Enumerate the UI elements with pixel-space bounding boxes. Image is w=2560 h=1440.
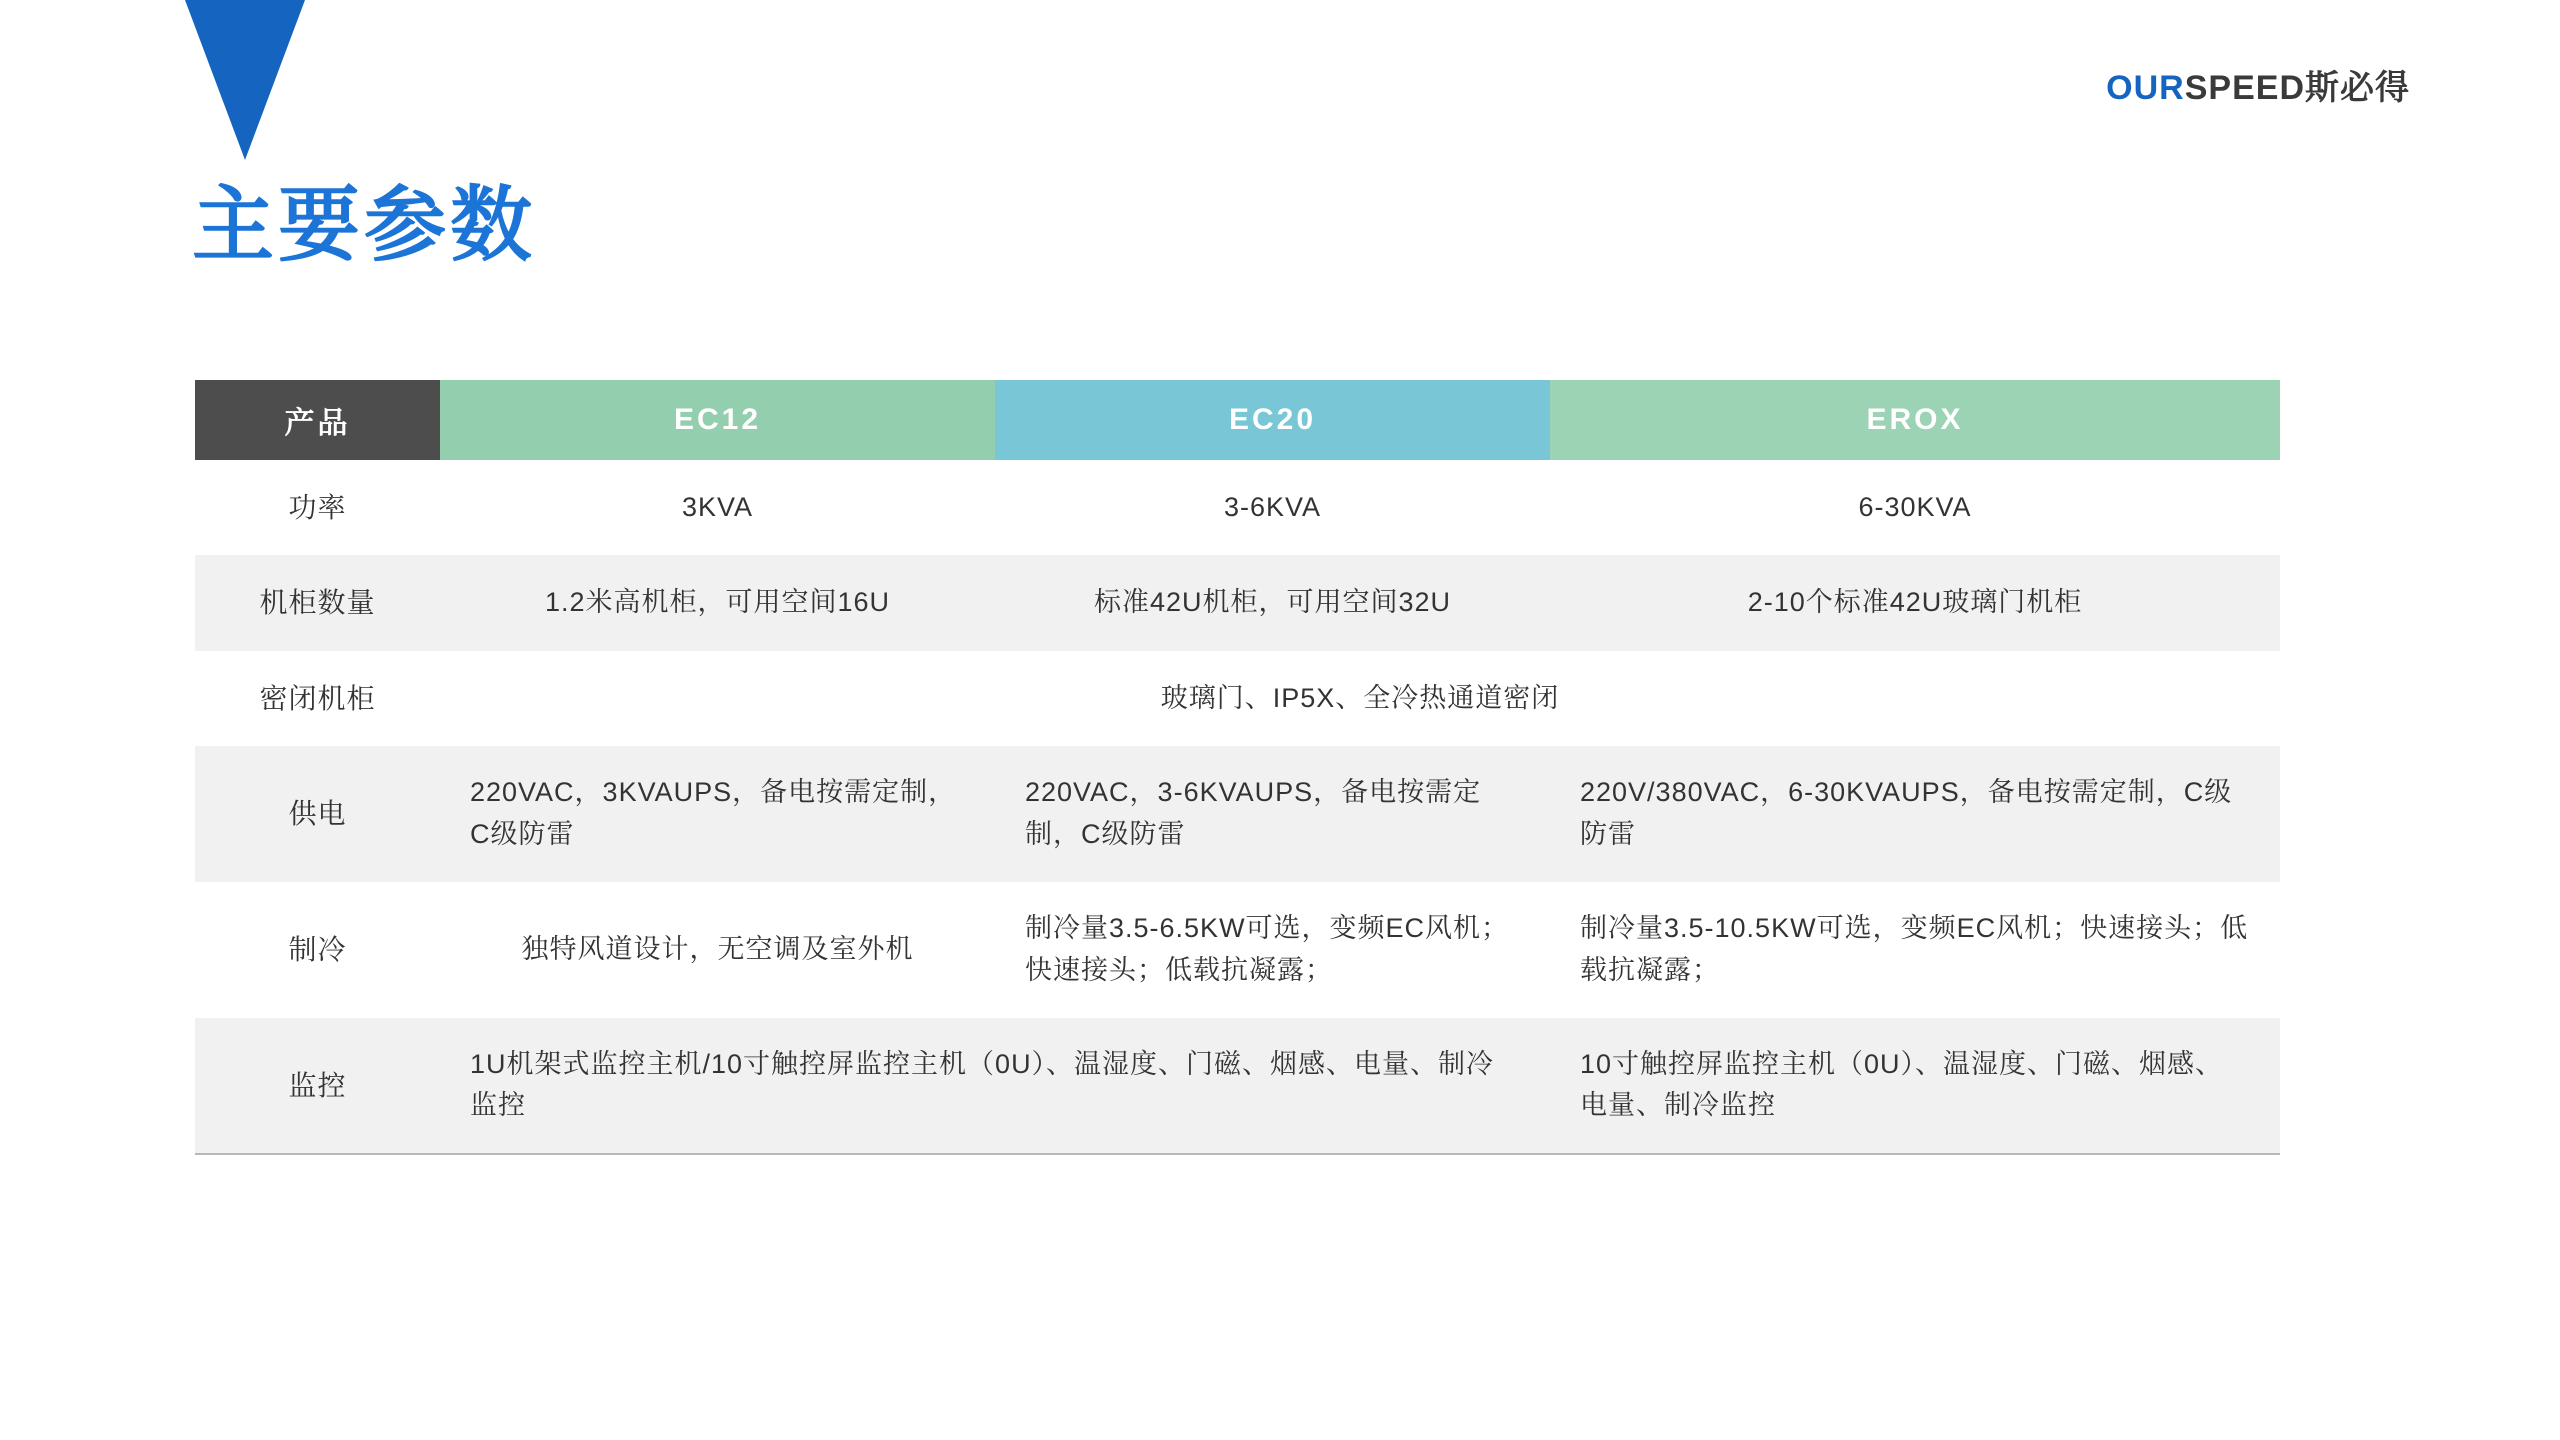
brand-logo <box>2106 60 2410 109</box>
cell-power-ec20: 3-6KVA <box>995 460 1550 555</box>
cell-cabinet-ec20: 标准42U机柜，可用空间32U <box>995 555 1550 650</box>
triangle-decoration <box>185 0 305 160</box>
cell-cooling-ec20: 制冷量3.5-6.5KW可选，变频EC风机；快速接头；低载抗凝露； <box>995 882 1550 1018</box>
cell-cabinet-ec12: 1.2米高机柜，可用空间16U <box>440 555 995 650</box>
row-label-power: 功率 <box>195 460 440 555</box>
row-label-power-supply: 供电 <box>195 746 440 882</box>
cell-cabinet-erox: 2-10个标准42U玻璃门机柜 <box>1550 555 2280 650</box>
row-label-cabinet-count: 机柜数量 <box>195 555 440 650</box>
cell-power-ec12: 3KVA <box>440 460 995 555</box>
table-row <box>195 882 2280 1018</box>
table-row <box>195 460 2280 555</box>
cell-supply-erox: 220V/380VAC，6-30KVAUPS，备电按需定制，C级防雷 <box>1550 746 2280 882</box>
brand-chinese: 斯必得 <box>2305 69 2410 107</box>
parameters-table-container <box>195 380 2280 1153</box>
table-header-row <box>195 380 2280 460</box>
table-row <box>195 555 2280 650</box>
row-label-monitoring: 监控 <box>195 1018 440 1154</box>
page-title: 主要参数 <box>192 180 537 271</box>
cell-supply-ec12: 220VAC，3KVAUPS，备电按需定制，C级防雷 <box>440 746 995 882</box>
cell-monitoring-erox: 10寸触控屏监控主机（0U）、温湿度、门磁、烟感、电量、制冷监控 <box>1550 1018 2280 1154</box>
cell-cooling-erox: 制冷量3.5-10.5KW可选，变频EC风机；快速接头；低载抗凝露； <box>1550 882 2280 1018</box>
table-row <box>195 651 2280 746</box>
table-body <box>195 460 2280 1153</box>
table-bottom-rule <box>195 1153 2280 1155</box>
table-row <box>195 746 2280 882</box>
cell-power-erox: 6-30KVA <box>1550 460 2280 555</box>
cell-sealed-cabinet-all: 玻璃门、IP5X、全冷热通道密闭 <box>440 651 2280 746</box>
table-header <box>195 380 2280 460</box>
header-cell-erox: EROX <box>1550 380 2280 460</box>
header-cell-ec12: EC12 <box>440 380 995 460</box>
brand-main: SPEED <box>2184 69 2305 107</box>
brand-prefix: OUR <box>2106 69 2185 107</box>
header-cell-ec20: EC20 <box>995 380 1550 460</box>
header-cell-product: 产品 <box>195 380 440 460</box>
parameters-table <box>195 380 2280 1153</box>
cell-monitoring-ec12-ec20: 1U机架式监控主机/10寸触控屏监控主机（0U）、温湿度、门磁、烟感、电量、制冷监控 <box>440 1018 1550 1154</box>
cell-supply-ec20: 220VAC，3-6KVAUPS，备电按需定制，C级防雷 <box>995 746 1550 882</box>
row-label-cooling: 制冷 <box>195 882 440 1018</box>
row-label-sealed-cabinet: 密闭机柜 <box>195 651 440 746</box>
cell-cooling-ec12: 独特风道设计，无空调及室外机 <box>440 882 995 1018</box>
table-row <box>195 1018 2280 1154</box>
